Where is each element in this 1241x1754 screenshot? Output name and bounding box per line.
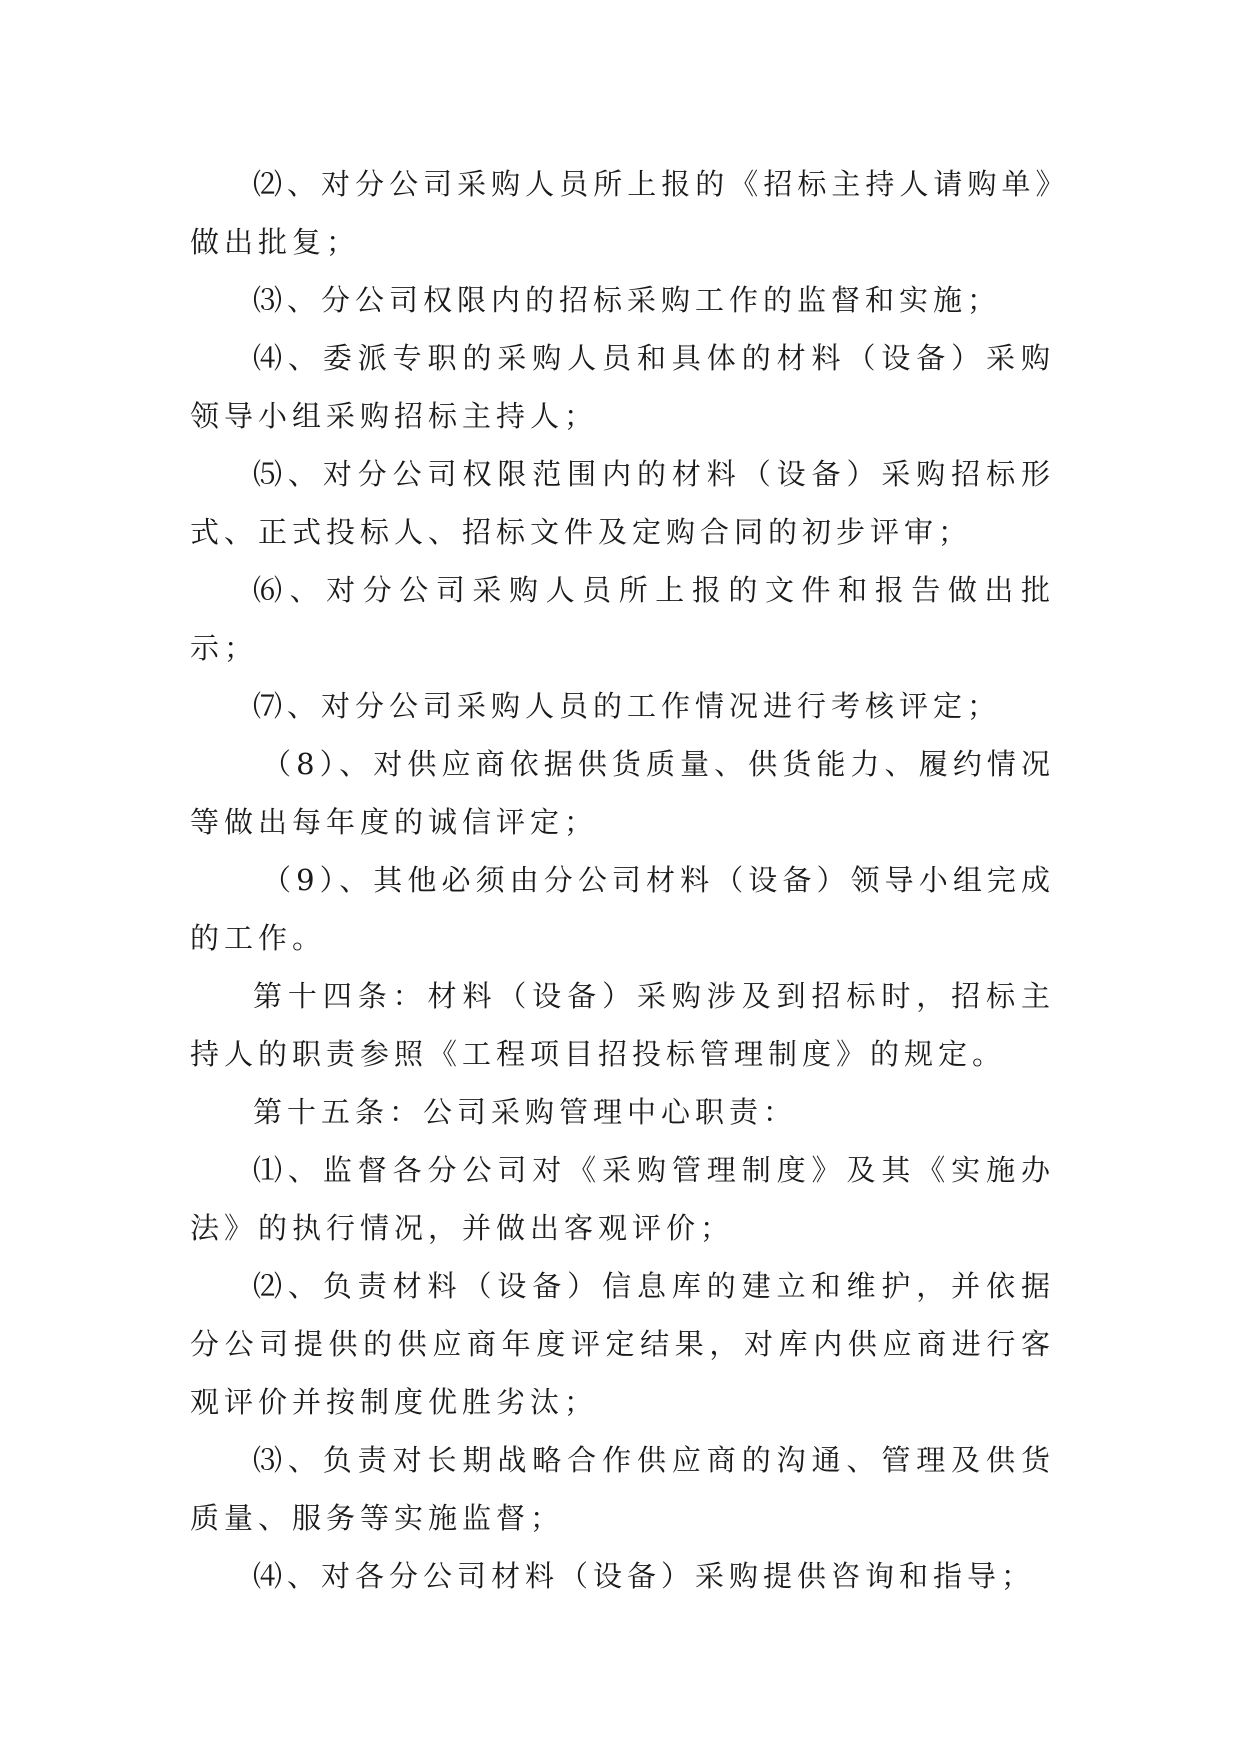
paragraph-item-2-reply: ⑵、对分公司采购人员所上报的《招标主持人请购单》做出批复； xyxy=(190,167,1055,259)
paragraph-item-7-assessment: ⑺、对分公司采购人员的工作情况进行考核评定； xyxy=(253,689,1002,723)
paragraph-item-9-other-work: （9）、其他必须由分公司材料（设备）领导小组完成的工作。 xyxy=(190,863,1055,955)
paragraph-center-item-4: ⑷、对各分公司材料（设备）采购提供咨询和指导； xyxy=(253,1559,1036,1593)
paragraph-item-5-preliminary-review: ⑸、对分公司权限范围内的材料（设备）采购招标形式、正式投标人、招标文件及定购合同的初步评审； xyxy=(190,457,1055,549)
paragraph-center-item-1: ⑴、监督各分公司对《采购管理制度》及其《实施办法》的执行情况，并做出客观评价； xyxy=(190,1153,1055,1245)
document-body xyxy=(190,155,1055,1605)
paragraph-center-item-2: ⑵、负责材料（设备）信息库的建立和维护，并依据分公司提供的供应商年度评定结果，对库内供应商进行客观评价并按制度优胜劣汰； xyxy=(190,1269,1055,1419)
paragraph-item-8-supplier-rating: （8）、对供应商依据供货质量、供货能力、履约情况等做出每年度的诚信评定； xyxy=(190,747,1055,839)
paragraph-item-6-instructions: ⑹、对分公司采购人员所上报的文件和报告做出批示； xyxy=(190,573,1055,665)
paragraph-item-4-assign-staff: ⑷、委派专职的采购人员和具体的材料（设备）采购领导小组采购招标主持人； xyxy=(190,341,1055,433)
paragraph-article-15-heading: 第十五条：公司采购管理中心职责： xyxy=(253,1095,798,1129)
paragraph-center-item-3: ⑶、负责对长期战略合作供应商的沟通、管理及供货质量、服务等实施监督； xyxy=(190,1443,1055,1535)
paragraph-article-14: 第十四条：材料（设备）采购涉及到招标时，招标主持人的职责参照《工程项目招投标管理制度》的规定。 xyxy=(190,979,1055,1071)
paragraph-item-3-supervision: ⑶、分公司权限内的招标采购工作的监督和实施； xyxy=(253,283,1002,317)
